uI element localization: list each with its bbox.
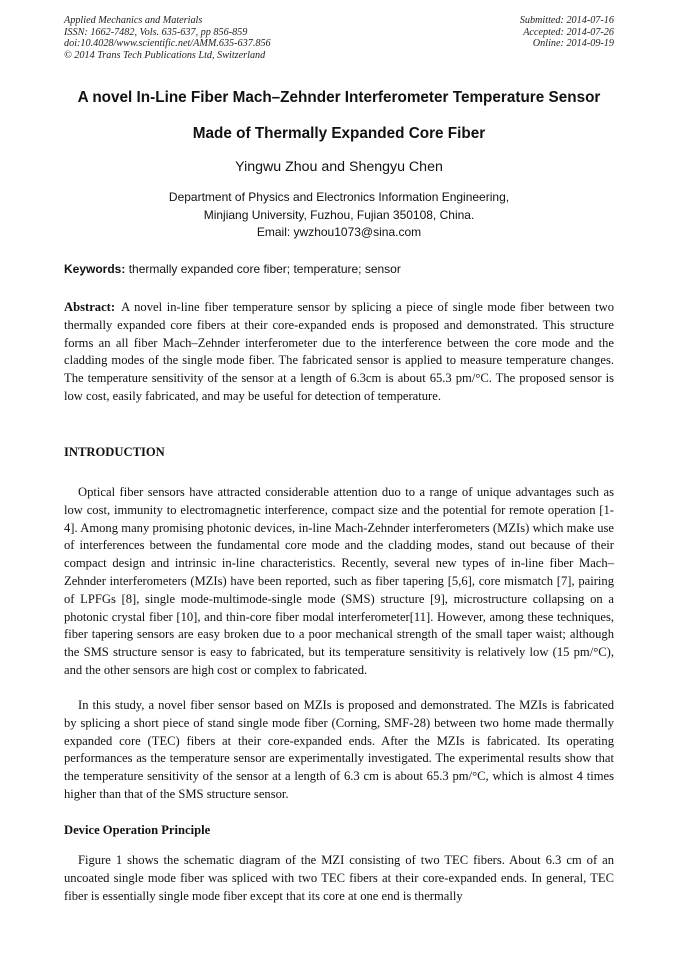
- keywords: [64, 262, 616, 276]
- submitted-date: Submitted: 2014-07-16: [519, 15, 614, 26]
- paper-title-line-2: Made of Thermally Expanded Core Fiber: [192, 125, 486, 142]
- accepted-date: Accepted: 2014-07-26: [523, 26, 614, 38]
- abstract: [64, 299, 614, 406]
- introduction-paragraph-1: Optical fiber sensors have attracted considerable attention duo to a range of unique advantages such as low cost, immunity to electromagnetic interference, compact size and the potential for remote operation [1-4]. Among many promising photonic devices, in-line Mach-Zehnder interferometers (MZIs) which make use of interferences between the fundamental core mode and the cladding modes, stand out because of their compact design and intrinsic in-line characteristics. Recently, several new types of in-line fiber Mach–Zehnder interferometers (MZIs) have been reported, such as fiber tapering [5,6], core mismatch [7], pairing of LPFGs [8], single mode-multimode-single mode (SMS) structure [9], microstructure collapsing on a photonic crystal fiber [10], and thin-core fiber modal interferometer[11]. However, among these techniques, fiber tapering sensors are easy broken due to a poor mechanical strength of the small taper waist; although the SMS structure sensor is easy to fabricated, but its temperature sensitivity is relatively low (15 pm/°C), and the other sensors are high cost or complex to fabricated.: [64, 485, 614, 677]
- abstract-text: A novel in-line fiber temperature sensor by splicing a piece of single mode fiber between two thermally expanded core fibers at their core-expanded ends is proposed and demonstrated. This structure forms an all fiber Mach–Zehnder interferometer due to the interference between the core mode and the cladding modes of the single mode fiber. The fabricated sensor is applied to measure temperature changes. The temperature sensitivity of the sensor at a length of 6.3cm is about 65.3 pm/°C. The proposed sensor is low cost, easily fabricated, and may be useful for detection of temperature.: [64, 300, 614, 403]
- abstract-label: Abstract:: [64, 300, 116, 314]
- online-date: Online: 2014-09-19: [532, 38, 614, 50]
- introduction-paragraph-2: In this study, a novel fiber sensor based on MZIs is proposed and demonstrated. The MZIs is fabricated by splicing a short piece of stand single mode fiber (Corning, SMF-28) between two home made thermally expanded core (TEC) fibers at their core-expanded ends. After the MZIs is fabricated. Its operating performances as the temperature sensor are experimentally investigated. The experimental results show that the temperature sensitivity of the sensor at a length of 6.3 cm is about 65.3 pm/°C, which is almost 4 times higher than that of the SMS structure sensor.: [64, 698, 614, 801]
- journal-name: Applied Mechanics and Materials: [64, 15, 203, 26]
- authors: Yingwu Zhou and Shengyu Chen: [235, 159, 443, 175]
- doi-line: doi:10.4028/www.scientific.net/AMM.635-637.856: [64, 38, 271, 50]
- author-email: Email: ywzhou1073@sina.com: [256, 225, 422, 240]
- copyright-line: © 2014 Trans Tech Publications Ltd, Switzerland: [64, 49, 266, 61]
- issn-line: ISSN: 1662-7482, Vols. 635-637, pp 856-859: [64, 26, 248, 38]
- submission-dates: [520, 15, 614, 50]
- affiliation: [0, 189, 678, 242]
- journal-info: [64, 15, 271, 61]
- keywords-text: thermally expanded core fiber; temperature; sensor: [128, 262, 401, 276]
- keywords-label: Keywords:: [64, 262, 126, 276]
- device-principle-heading: Device Operation Principle: [64, 823, 211, 837]
- device-principle-paragraph-1: Figure 1 shows the schematic diagram of the MZI consisting of two TEC fibers. About 6.3 cm of an uncoated single mode fiber was spliced with two TEC fibers at their core-expanded ends. In general, TEC fiber is essentially single mode fiber except that its core at one end is thermally: [64, 853, 614, 903]
- affiliation-university: Minjiang University, Fuzhou, Fujian 350108, China.: [203, 207, 475, 222]
- introduction-heading: INTRODUCTION: [64, 445, 165, 459]
- paper-title-line-1: A novel In-Line Fiber Mach–Zehnder Interferometer Temperature Sensor: [77, 89, 601, 106]
- affiliation-department: Department of Physics and Electronics Information Engineering,: [168, 190, 510, 204]
